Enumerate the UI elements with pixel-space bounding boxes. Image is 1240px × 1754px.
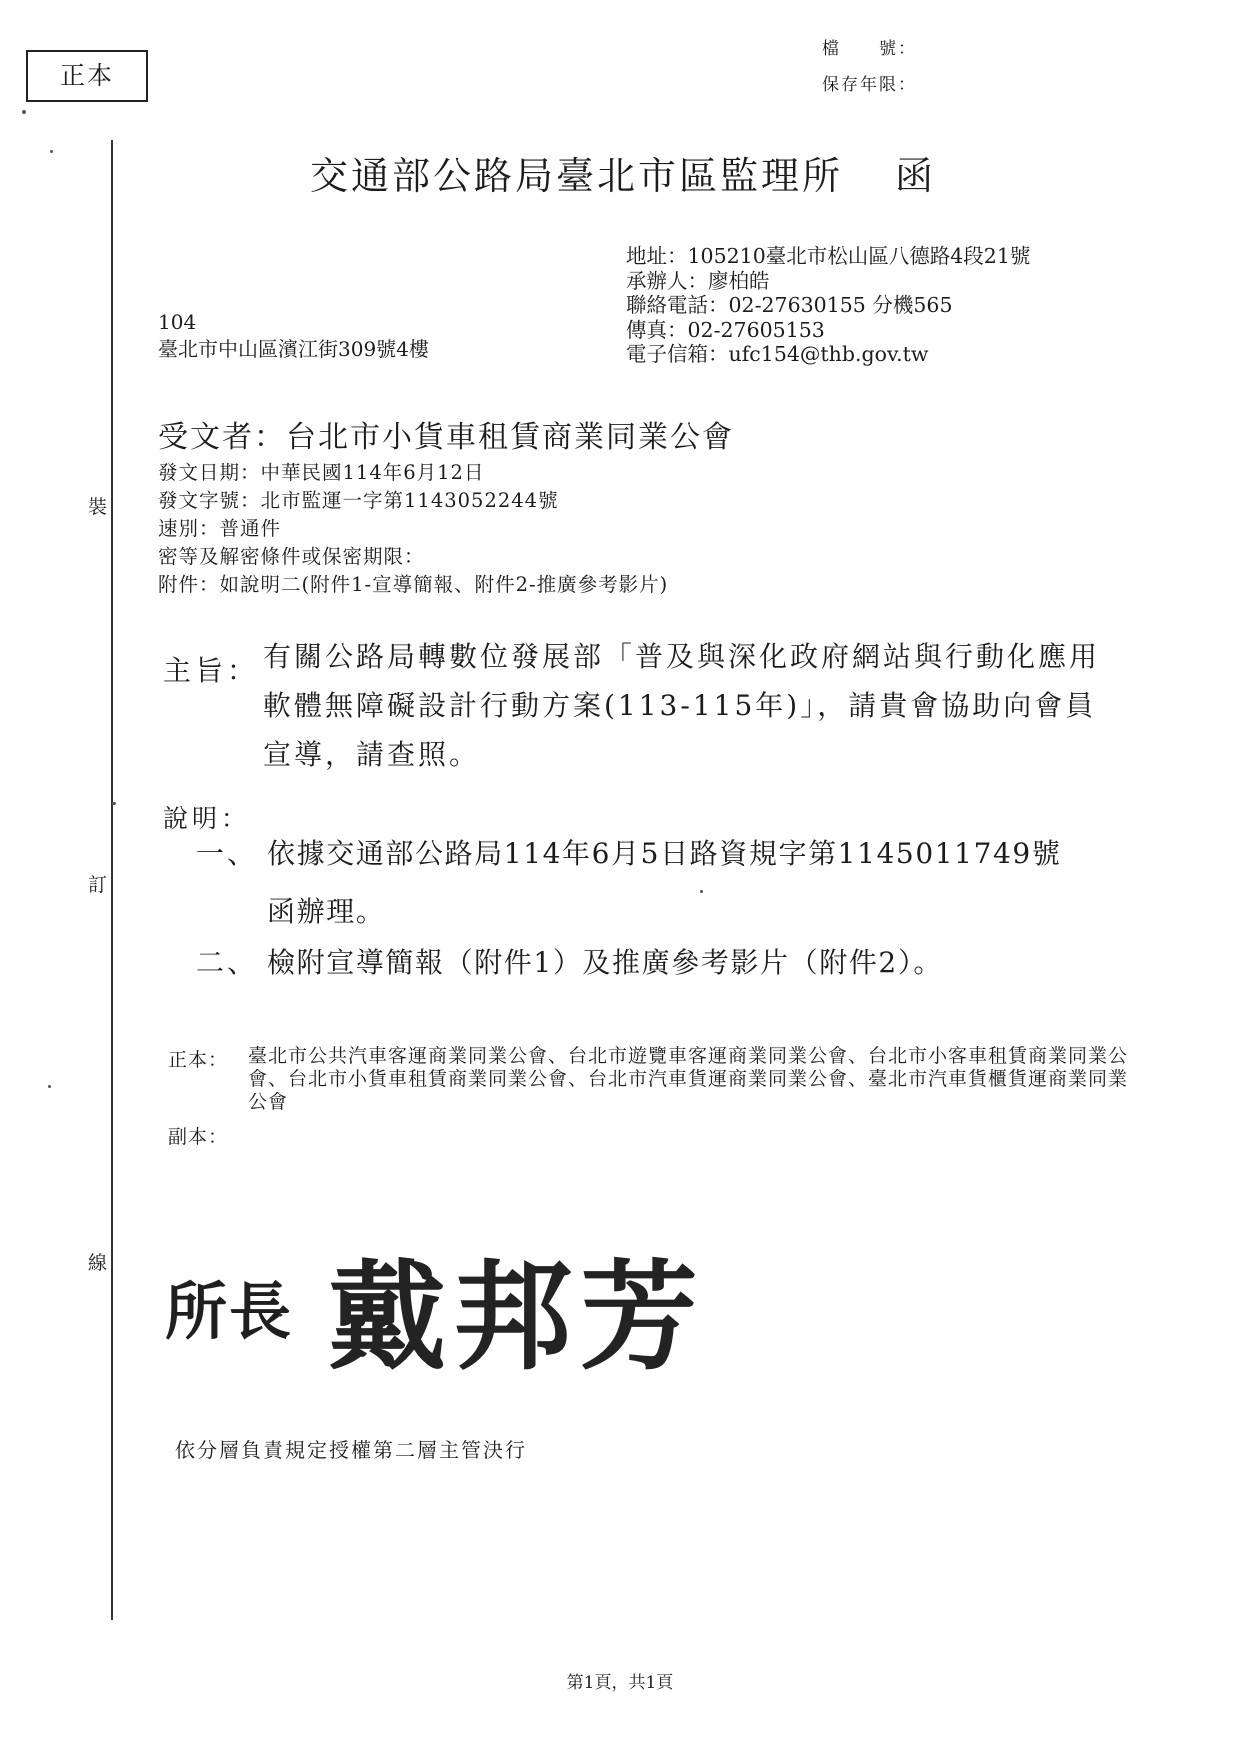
- explanation-item-1-line2: 函辦理。: [267, 895, 386, 928]
- binding-mark-staple: 訂: [88, 866, 107, 901]
- recipient-address: 臺北市中山區濱江街309號4樓: [158, 337, 429, 361]
- director-title: 所長: [165, 1275, 294, 1348]
- email: 電子信箱：ufc154@thb.gov.tw: [626, 342, 929, 366]
- original-copy-label: 正本: [59, 61, 114, 90]
- explanation-item-2-line1: 檢附宣導簡報（附件1）及推廣參考影片（附件2）。: [267, 946, 944, 979]
- security-level: 密等及解密條件或保密期限：: [158, 545, 425, 568]
- scan-speck: [50, 150, 53, 153]
- binding-line: [111, 140, 113, 1620]
- copy-recipients-label: 副本：: [168, 1126, 229, 1148]
- delivery-speed: 速別：普通件: [158, 517, 282, 540]
- explanation-item-1-line1: 依據交通部公路局114年6月5日路資規字第1145011749號: [267, 837, 1062, 870]
- original-recipients-label: 正本：: [168, 1049, 229, 1071]
- agency-name: 交通部公路局臺北市區監理所: [310, 154, 844, 198]
- original-recipients-list: 臺北市公共汽車客運商業同業公會、台北市遊覽車客運商業同業公會、台北市小客車租賃商業同業公會、台北市小貨車租賃商業同業公會、台北市汽車貨運商業同業公會、臺北市汽車貨櫃貨運商業同業公會: [248, 1045, 1129, 1113]
- original-copy-box: [26, 50, 148, 102]
- header-fields: [158, 459, 668, 599]
- document-number: 發文字號：北市監運一字第1143052244號: [158, 489, 559, 512]
- explanation-item-1-number: 一、: [196, 837, 259, 870]
- file-number-label: 檔 號：: [822, 39, 917, 59]
- director-signature-name: 戴邦芳: [328, 1247, 707, 1386]
- document-title: [310, 145, 936, 200]
- issue-date: 發文日期：中華民國114年6月12日: [158, 461, 485, 484]
- sender-contact-block: [626, 244, 1030, 367]
- recipient-postal-code: 104: [158, 310, 197, 334]
- scan-speck: [22, 110, 26, 114]
- subject-text: 有關公路局轉數位發展部「普及與深化政府網站與行動化應用軟體無障礙設計行動方案(113-115年)」，請貴會協助向會員宣導，請查照。: [263, 640, 1101, 771]
- scan-speck: [112, 802, 116, 805]
- attachments: 附件：如說明二(附件1-宣導簡報、附件2-推廣參考影片): [158, 573, 669, 596]
- handler: 承辦人：廖柏皓: [626, 268, 770, 293]
- explanation-label: 說明：: [163, 804, 251, 833]
- document-type: 函: [895, 154, 937, 198]
- sender-address: 地址：105210臺北市松山區八德路4段21號: [626, 244, 1031, 268]
- scan-speck: [48, 1085, 51, 1088]
- recipient: 受文者：台北市小貨車租賃商業同業公會: [158, 420, 734, 455]
- fax: 傳真：02-27605153: [626, 317, 825, 342]
- phone: 聯絡電話：02-27630155 分機565: [626, 293, 953, 317]
- explanation-item-2-number: 二、: [196, 946, 259, 979]
- binding-mark-bind: 裝: [88, 488, 107, 523]
- subject-label: 主旨：: [163, 654, 260, 687]
- delegation-note: 依分層負責規定授權第二層主管決行: [175, 1438, 527, 1462]
- binding-mark-line: 線: [88, 1244, 107, 1279]
- retention-period-label: 保存年限：: [822, 75, 917, 95]
- page-number: 第1頁，共1頁: [566, 1673, 674, 1693]
- scan-speck: [700, 890, 703, 893]
